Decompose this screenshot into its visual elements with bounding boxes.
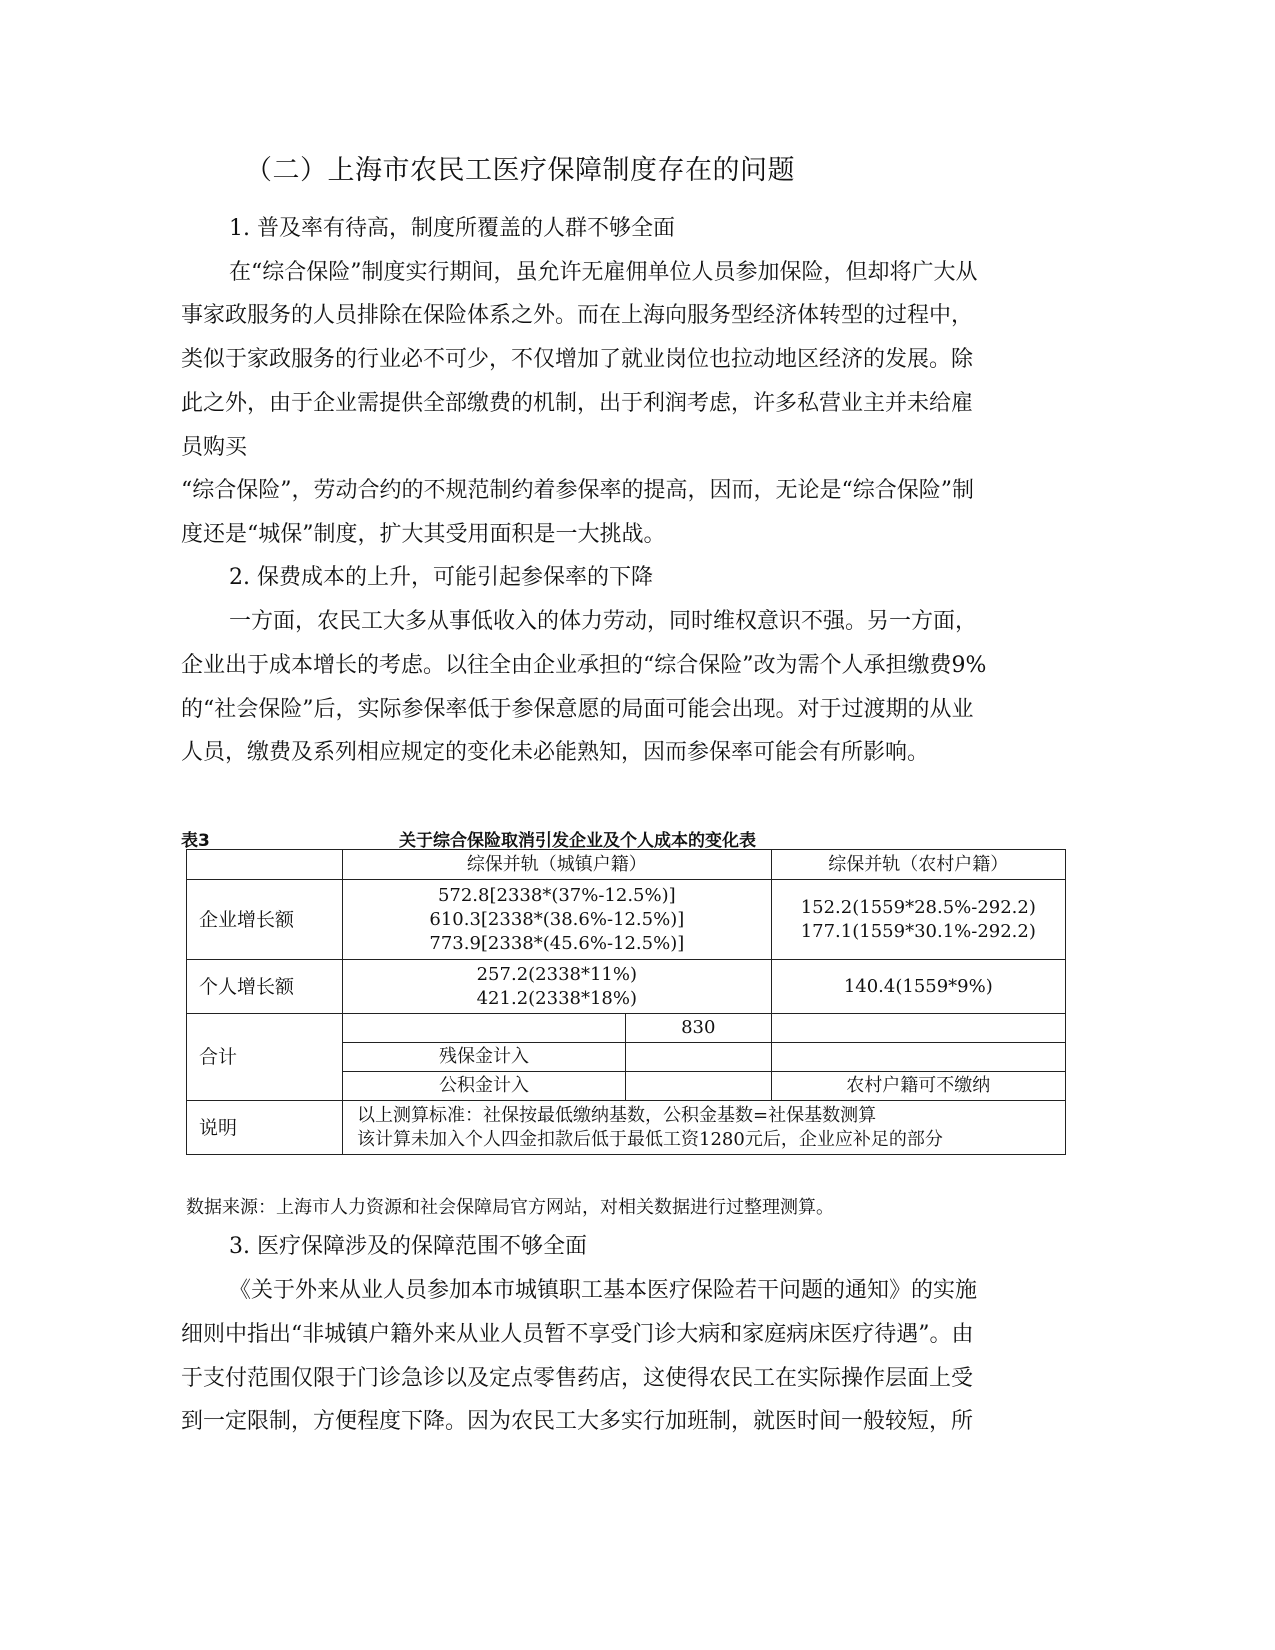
table-header-row bbox=[187, 850, 1066, 880]
cell-line: 773.9[2338*(45.6%-12.5%)] bbox=[429, 932, 685, 954]
cell-line: 257.2(2338*11%) bbox=[476, 963, 638, 985]
housing-fund-cell: 公积金计入 bbox=[343, 1072, 626, 1101]
empty-cell bbox=[343, 1014, 626, 1043]
row-label-personal: 个人增长额 bbox=[187, 960, 343, 1014]
subsection-title-3: 3. 医疗保障涉及的保障范围不够全面 bbox=[229, 1234, 587, 1259]
paragraph-line: 事家政服务的人员排除在保险体系之外。而在上海向服务型经济体转型的过程中， bbox=[181, 303, 974, 328]
header-rural: 综保并轨（农村户籍） bbox=[771, 850, 1065, 880]
paragraph-line: 的“社会保险”后，实际参保率低于参保意愿的局面可能会出现。对于过渡期的从业 bbox=[181, 697, 974, 722]
paragraph-line: 于支付范围仅限于门诊急诊以及定点零售药店，这使得农民工在实际操作层面上受 bbox=[181, 1366, 974, 1391]
note-line: 以上测算标准：社保按最低缴纳基数，公积金基数=社保基数测算 bbox=[357, 1104, 877, 1126]
table-row-enterprise bbox=[187, 880, 1066, 960]
table-caption bbox=[181, 826, 1061, 850]
paragraph-line: 一方面，农民工大多从事低收入的体力劳动，同时维权意识不强。另一方面， bbox=[229, 609, 978, 634]
data-source-note: 数据来源：上海市人力资源和社会保障局官方网站，对相关数据进行过整理测算。 bbox=[186, 1197, 834, 1218]
paragraph-line: 类似于家政服务的行业必不可少，不仅增加了就业岗位也拉动地区经济的发展。除 bbox=[181, 347, 974, 372]
cost-change-table bbox=[186, 849, 1066, 1155]
paragraph-line: “综合保险”，劳动合约的不规范制约着参保率的提高，因而，无论是“综合保险”制 bbox=[181, 478, 974, 503]
cell-line: 152.2(1559*28.5%-292.2) bbox=[800, 896, 1036, 918]
paragraph-line: 到一定限制，方便程度下降。因为农民工大多实行加班制，就医时间一般较短，所 bbox=[181, 1409, 974, 1434]
paragraph-line: 在“综合保险”制度实行期间，虽允许无雇佣单位人员参加保险，但却将广大从 bbox=[229, 260, 978, 285]
table-number: 表3 bbox=[181, 831, 210, 851]
header-urban: 综保并轨（城镇户籍） bbox=[343, 850, 772, 880]
disability-fund-cell: 残保金计入 bbox=[343, 1043, 626, 1072]
empty-cell bbox=[625, 1043, 771, 1072]
cell-line: 421.2(2338*18%) bbox=[476, 987, 638, 1009]
table-row-note bbox=[187, 1101, 1066, 1155]
paragraph-line: 此之外，由于企业需提供全部缴费的机制，出于利润考虑，许多私营业主并未给雇 bbox=[181, 391, 974, 416]
empty-cell bbox=[771, 1014, 1065, 1043]
table-row-personal bbox=[187, 960, 1066, 1014]
personal-urban-cell bbox=[343, 960, 772, 1014]
table-title: 关于综合保险取消引发企业及个人成本的变化表 bbox=[399, 831, 756, 851]
header-empty-cell bbox=[187, 850, 343, 880]
personal-rural-cell: 140.4(1559*9%) bbox=[771, 960, 1065, 1014]
rural-note-cell: 农村户籍可不缴纳 bbox=[771, 1072, 1065, 1101]
paragraph-line: 员购买 bbox=[181, 435, 248, 460]
subsection-title-2: 2. 保费成本的上升，可能引起参保率的下降 bbox=[229, 565, 653, 590]
paragraph-line: 《关于外来从业人员参加本市城镇职工基本医疗保险若干问题的通知》的实施 bbox=[229, 1278, 978, 1303]
cell-line: 572.8[2338*(37%-12.5%)] bbox=[437, 884, 676, 906]
row-label-enterprise: 企业增长额 bbox=[187, 880, 343, 960]
cell-line: 177.1(1559*30.1%-292.2) bbox=[800, 920, 1036, 942]
row-label-note: 说明 bbox=[187, 1101, 343, 1155]
paragraph-line: 细则中指出“非城镇户籍外来从业人员暂不享受门诊大病和家庭病床医疗待遇”。由 bbox=[181, 1322, 974, 1347]
row-label-total: 合计 bbox=[187, 1014, 343, 1101]
empty-cell bbox=[771, 1043, 1065, 1072]
paragraph-line: 企业出于成本增长的考虑。以往全由企业承担的“综合保险”改为需个人承担缴费9% bbox=[181, 653, 987, 678]
section-heading: （二）上海市农民工医疗保障制度存在的问题 bbox=[245, 155, 795, 186]
table-row-total bbox=[187, 1014, 1066, 1043]
empty-cell bbox=[625, 1072, 771, 1101]
enterprise-rural-cell bbox=[771, 880, 1065, 960]
note-cell bbox=[343, 1101, 1066, 1155]
paragraph-line: 人员，缴费及系列相应规定的变化未必能熟知，因而参保率可能会有所影响。 bbox=[181, 740, 930, 765]
note-line: 该计算未加入个人四金扣款后低于最低工资1280元后，企业应补足的部分 bbox=[357, 1128, 943, 1150]
cell-line: 610.3[2338*(38.6%-12.5%)] bbox=[429, 908, 685, 930]
subsection-title-1: 1. 普及率有待高，制度所覆盖的人群不够全面 bbox=[229, 216, 675, 241]
enterprise-urban-cell bbox=[343, 880, 772, 960]
total-value-cell: 830 bbox=[625, 1014, 771, 1043]
paragraph-line: 度还是“城保”制度，扩大其受用面积是一大挑战。 bbox=[181, 522, 666, 547]
